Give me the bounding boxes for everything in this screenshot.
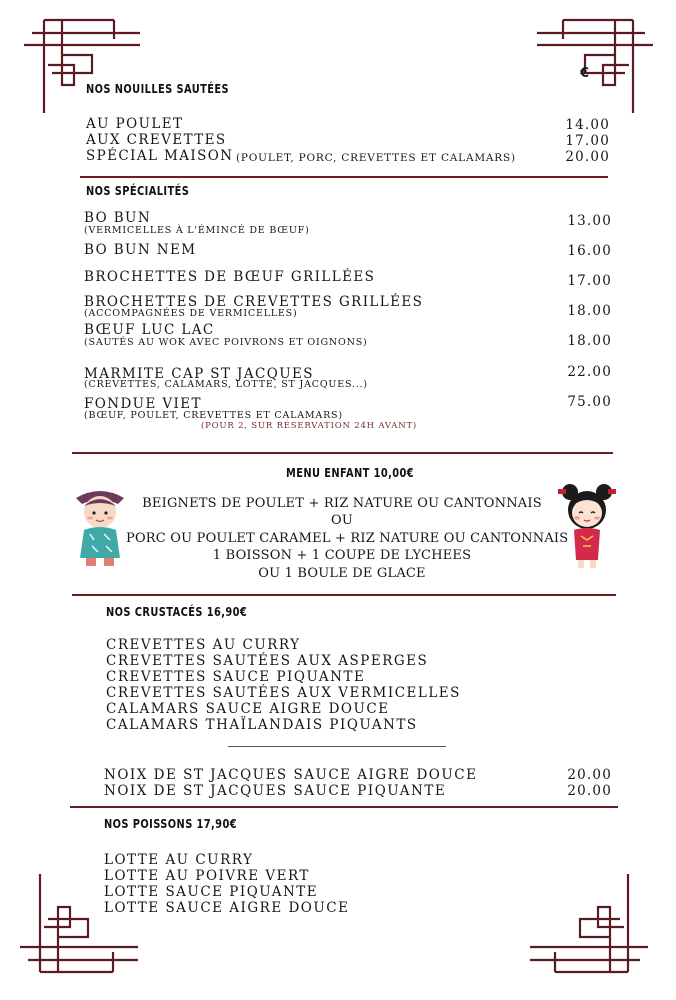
menu-item-sub: (ACCOMPAGNÉES DE VERMICELLES) <box>84 308 298 319</box>
list-item: CALAMARS SAUCE AIGRE DOUCE <box>106 701 390 717</box>
section-title-nouilles: NOS NOUILLES SAUTÉES <box>86 82 229 96</box>
corner-ornament-top-right-icon <box>525 15 655 115</box>
kids-menu-line: OU <box>330 513 353 528</box>
menu-item-name: BŒUF LUC LAC <box>84 322 215 338</box>
menu-item-name: SPÉCIAL MAISON <box>86 148 234 164</box>
menu-item-price: 16.00 <box>567 243 612 259</box>
list-item: CALAMARS THAÏLANDAIS PIQUANTS <box>106 717 418 733</box>
menu-item-name: BROCHETTES DE BŒUF GRILLÉES <box>84 269 376 285</box>
list-item: LOTTE SAUCE AIGRE DOUCE <box>104 900 350 916</box>
divider <box>80 176 608 178</box>
list-item: CREVETTES SAUTÉES AUX VERMICELLES <box>106 685 461 701</box>
divider <box>72 452 613 454</box>
menu-item-name: NOIX DE ST JACQUES SAUCE PIQUANTE <box>104 783 447 799</box>
section-title-specialites: NOS SPÉCIALITÉS <box>86 184 190 198</box>
menu-item-detail: (POULET, PORC, CREVETTES ET CALAMARS) <box>236 152 516 164</box>
menu-item-price: 17.00 <box>565 133 610 149</box>
kids-menu-line: BEIGNETS DE POULET + RIZ NATURE OU CANTONNAIS <box>142 496 542 511</box>
menu-item-price: 18.00 <box>567 303 612 319</box>
boy-character-icon <box>70 488 130 576</box>
menu-item-price: 18.00 <box>567 333 612 349</box>
menu-item-sub: (SAUTÉS AU WOK AVEC POIVRONS ET OIGNONS) <box>84 337 368 348</box>
menu-item-price: 22.00 <box>567 364 612 380</box>
section-title-crustaces: NOS CRUSTACÉS 16,90€ <box>106 605 248 619</box>
menu-item-note: (POUR 2, SUR RÉSERVATION 24H AVANT) <box>201 421 418 431</box>
section-title-poissons: NOS POISSONS 17,90€ <box>104 817 237 831</box>
kids-menu-line: PORC OU POULET CARAMEL + RIZ NATURE OU CANTONNAIS <box>126 531 569 546</box>
divider <box>72 594 616 596</box>
menu-item-price: 20.00 <box>567 767 612 783</box>
short-divider <box>228 746 446 747</box>
menu-item-price: 17.00 <box>567 273 612 289</box>
menu-item-name: BO BUN <box>84 210 152 226</box>
menu-item-sub: (VERMICELLES À L'ÉMINCÉ DE BŒUF) <box>84 225 310 236</box>
list-item: CREVETTES SAUCE PIQUANTE <box>106 669 366 685</box>
kids-menu-line: OU 1 BOULE DE GLACE <box>258 566 426 581</box>
list-item: CREVETTES SAUTÉES AUX ASPERGES <box>106 653 429 669</box>
menu-item-sub: (CREVETTES, CALAMARS, LOTTE, ST JACQUES...) <box>84 379 368 390</box>
list-item: LOTTE AU POIVRE VERT <box>104 868 310 884</box>
menu-item-price: 75.00 <box>567 394 612 410</box>
menu-item-price: 13.00 <box>567 213 612 229</box>
girl-character-icon <box>556 480 618 576</box>
list-item: LOTTE SAUCE PIQUANTE <box>104 884 319 900</box>
menu-item-price: 20.00 <box>567 783 612 799</box>
menu-item-name: BROCHETTES DE CREVETTES GRILLÉES <box>84 294 424 310</box>
menu-item-name: AUX CREVETTES <box>86 132 227 148</box>
menu-item-name: BO BUN NEM <box>84 242 197 258</box>
menu-item-name: AU POULET <box>86 116 184 132</box>
list-item: CREVETTES AU CURRY <box>106 637 301 653</box>
corner-ornament-top-left-icon <box>22 15 152 115</box>
menu-item-name: NOIX DE ST JACQUES SAUCE AIGRE DOUCE <box>104 767 478 783</box>
divider <box>70 806 618 808</box>
menu-item-sub: (BŒUF, POULET, CREVETTES ET CALAMARS) <box>84 410 343 421</box>
kids-menu-line: 1 BOISSON + 1 COUPE DE LYCHEES <box>212 548 472 563</box>
list-item: LOTTE AU CURRY <box>104 852 254 868</box>
currency-symbol: € <box>580 66 590 81</box>
menu-item-price: 14.00 <box>565 117 610 133</box>
menu-item-name: FONDUE VIET <box>84 396 202 412</box>
corner-ornament-bottom-right-icon <box>520 872 650 977</box>
menu-item-name: MARMITE CAP ST JACQUES <box>84 366 314 382</box>
menu-item-price: 20.00 <box>565 149 610 165</box>
section-title-enfant: MENU ENFANT 10,00€ <box>286 466 415 480</box>
